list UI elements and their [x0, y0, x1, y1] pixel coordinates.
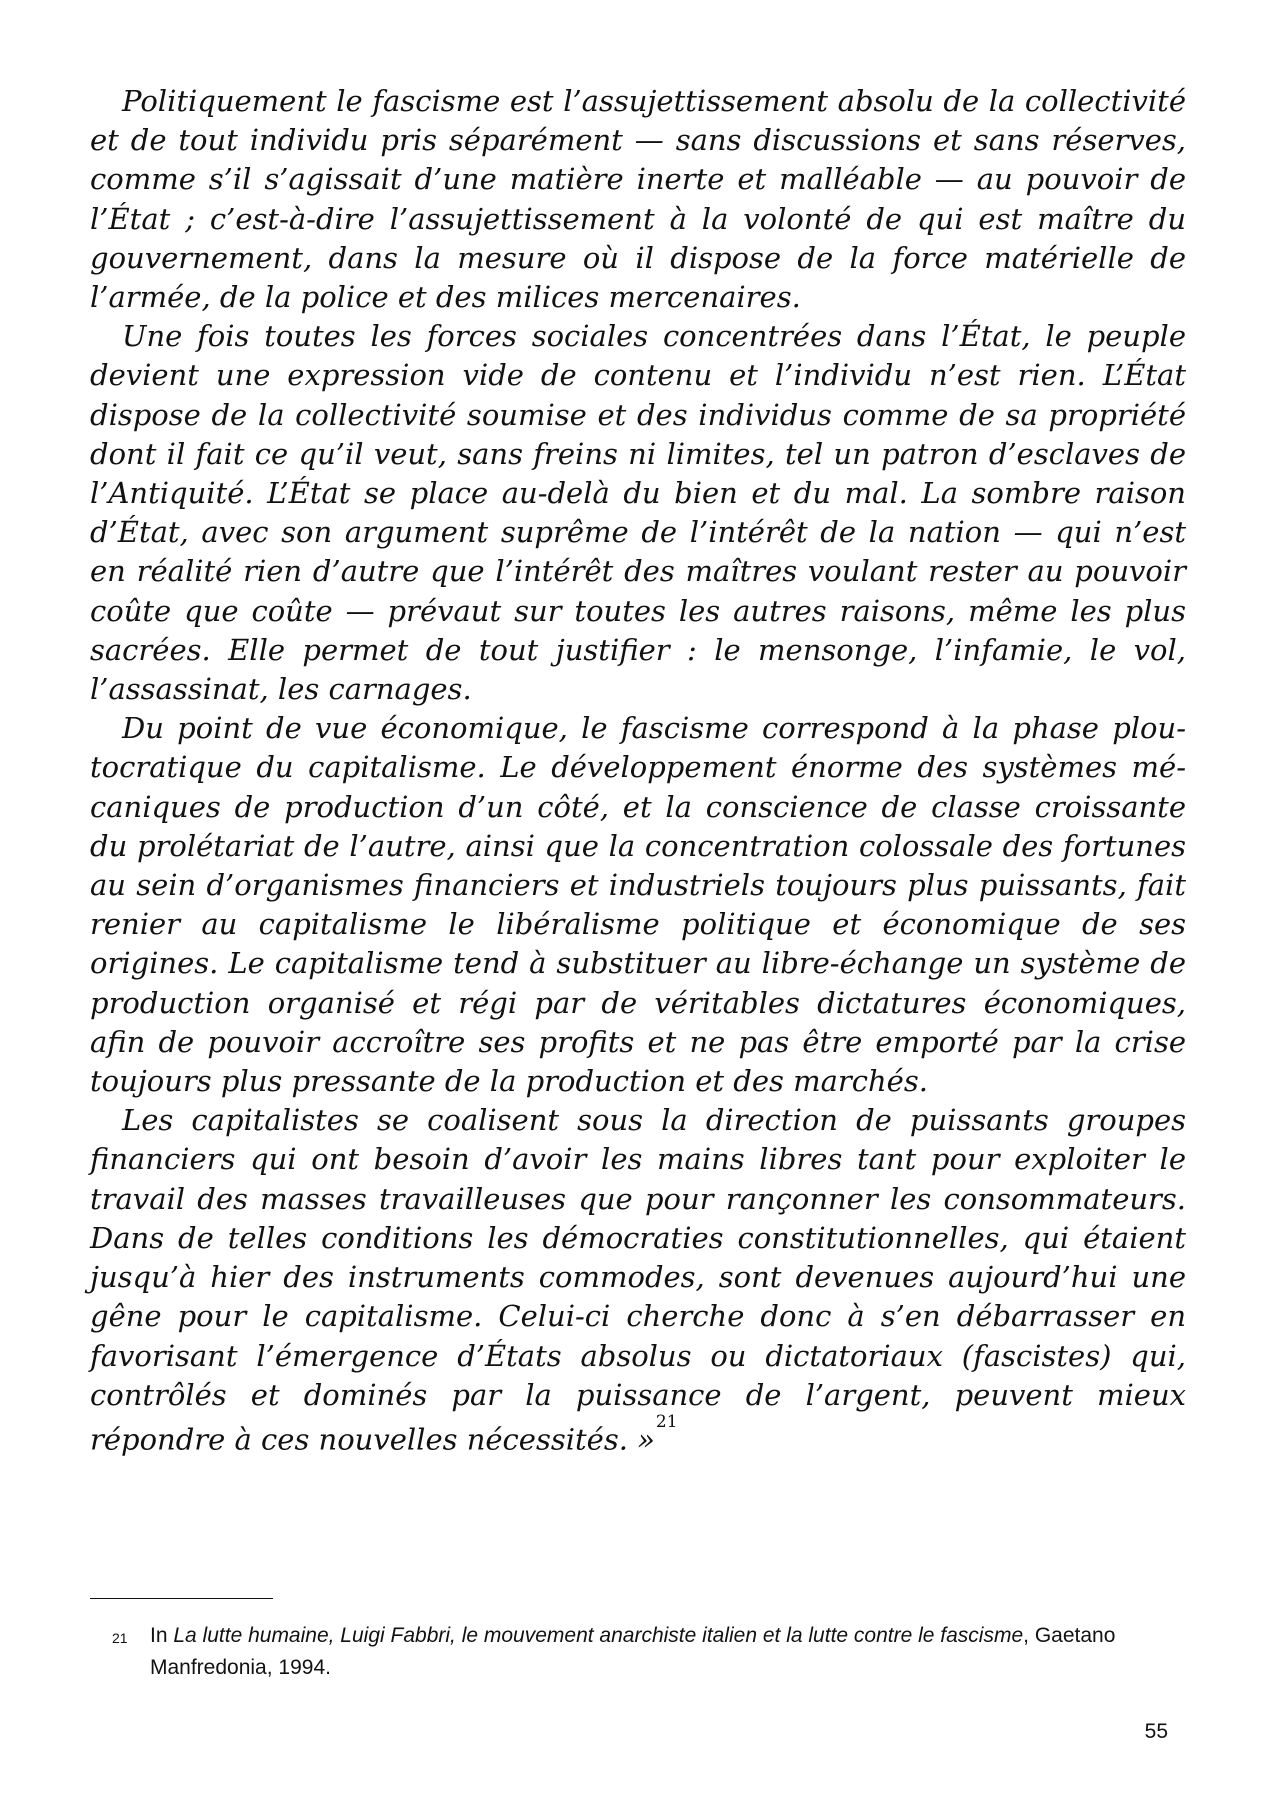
footnote-number: 21: [112, 1630, 128, 1646]
paragraph-4: [90, 1101, 1186, 1459]
footnote-body: [150, 1620, 1188, 1684]
main-text: [90, 82, 1186, 1460]
footnote-suffix: , Gaetano Manfredonia, 1994.: [150, 1624, 1116, 1679]
footnote-title: La lutte humaine, Luigi Fabbri, le mouvement anarchiste italien et la lutte contre le fascisme: [173, 1624, 1024, 1647]
footnote-reference[interactable]: 21: [655, 1411, 678, 1432]
paragraph-4-text: Les capitalistes se coalisent sous la direction de puissants groupes financiers qui ont besoin d’avoir les mains libres tant pour exploiter le travail des masses travailleuses que pour rançonner les consommateurs. Dans de telles conditions les démocraties constitutionnelles, qui étaient jusqu’à hier des instruments commodes, sont devenues aujourd’hui une gêne pour le capitalisme. Celui-ci cherche donc à s’en débarrasser en favorisant l’émergence d’États absolus ou dictatoriaux (fascistes) qui, contrôlés et dominés par la puissance de l’argent, peuvent mieux répondre à ces nouvelles nécessités. »: [90, 1103, 1186, 1457]
page-number: 55: [1144, 1720, 1168, 1743]
paragraph-3: Du point de vue économique, le fascisme correspond à la phase ploutocratique du capitalisme. Le développement énorme des systèmes mécaniques de production d’un côté, et la conscience de classe croissante du prolétariat de l’autre, ainsi que la concentration colossale des fortunes au sein d’organismes financiers et industriels toujours plus puissants, fait renier au capitalisme le libéralisme politique et économique de ses origines. Le capitalisme tend à substituer au libre-échange un système de production organisé et régi par de véritables dictatures économiques, afin de pouvoir accroître ses profits et ne pas être emporté par la crise toujours plus pressante de la production et des marchés.: [90, 711, 1186, 1099]
footnote-divider: [90, 1598, 273, 1599]
footnote: [112, 1620, 1188, 1684]
footnote-prefix: In: [150, 1624, 174, 1647]
paragraph-1: Politiquement le fascisme est l’assujettissement absolu de la collectivité et de tout individu pris séparément — sans discussions et sans réserves, comme s’il s’agissait d’une matière inerte et malléable — au pouvoir de l’État ; c’est-à-dire l’assujettissement à la volonté de qui est maître du gouvernement, dans la mesure où il dispose de la force matérielle de l’armée, de la police et des milices mercenaires.: [90, 84, 1186, 315]
paragraph-2: Une fois toutes les forces sociales concentrées dans l’État, le peuple devient une expression vide de contenu et l’individu n’est rien. L’État dispose de la collectivité soumise et des individus comme de sa propriété dont il fait ce qu’il veut, sans freins ni limites, tel un patron d’esclaves de l’Antiquité. L’État se place au-delà du bien et du mal. La sombre raison d’État, avec son argument suprême de l’intérêt de la nation — qui n’est en réalité rien d’autre que l’intérêt des maîtres voulant rester au pouvoir coûte que coûte — prévaut sur toutes les autres raisons, même les plus sacrées. Elle permet de tout justifier : le mensonge, l’infamie, le vol, l’assassinat, les carnages.: [90, 319, 1186, 707]
